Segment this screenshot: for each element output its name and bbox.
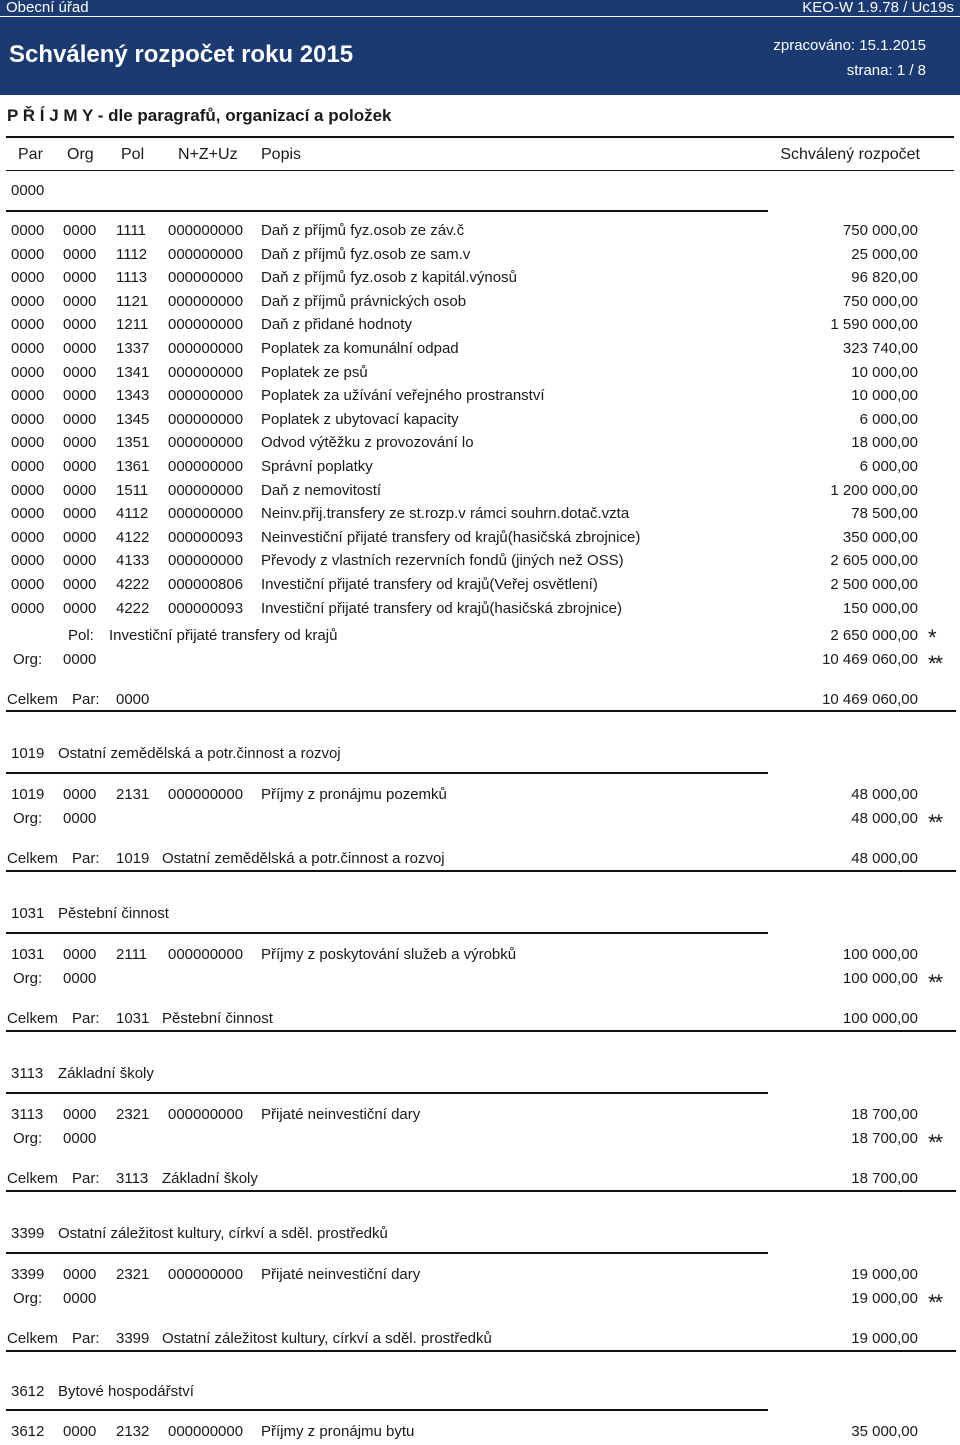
- cell-par: 1031: [11, 946, 45, 963]
- cell-org: 0000: [63, 1106, 97, 1123]
- cell-pol: 2321: [116, 1106, 150, 1123]
- col-par: Par: [18, 146, 43, 163]
- cell-nzuz: 000000000: [168, 410, 244, 428]
- table-row: [0, 551, 960, 571]
- total-code: 3113: [116, 1170, 149, 1187]
- cell-pol: 4222: [116, 576, 150, 593]
- par-total: [0, 1009, 960, 1029]
- cell-desc: Správní poplatky: [261, 458, 373, 475]
- cell-par: 0000: [11, 434, 45, 452]
- cell-par: 0000: [11, 222, 45, 239]
- section-underline: [6, 932, 768, 934]
- col-popis: Popis: [261, 146, 302, 163]
- org-mark: **: [928, 970, 942, 995]
- cell-par: 3113: [11, 1106, 44, 1123]
- total-amount: 48 000,00: [851, 850, 918, 867]
- cell-par: 0000: [11, 576, 45, 593]
- cell-amount: 6 000,00: [859, 458, 918, 475]
- cell-pol: 2132: [116, 1423, 150, 1440]
- office-name: Obecní úřad: [6, 0, 89, 16]
- cell-amount: 19 000,00: [851, 1266, 918, 1283]
- cell-par: 0000: [11, 316, 45, 334]
- org-code: 0000: [63, 651, 97, 668]
- cell-pol: 2321: [116, 1266, 150, 1283]
- cell-desc: Daň z příjmů fyz.osob ze záv.č: [261, 222, 465, 239]
- section-code: 3612: [11, 1383, 45, 1400]
- par-total: [0, 690, 960, 710]
- org-mark: **: [928, 651, 942, 676]
- table-row: [0, 1422, 960, 1442]
- cell-nzuz: 000000093: [168, 528, 244, 546]
- section-code: 0000: [11, 182, 45, 199]
- cell-org: 0000: [63, 387, 97, 405]
- cell-desc: Převody z vlastních rezervních fondů (jiných než OSS): [261, 552, 624, 570]
- org-label: Org:: [13, 1130, 43, 1147]
- section-underline: [6, 1409, 768, 1411]
- cell-amount: 6 000,00: [859, 410, 918, 428]
- cell-desc: Příjmy z pronájmu bytu: [261, 1423, 415, 1440]
- table-row: [0, 410, 960, 430]
- section-code: 1031: [11, 905, 45, 922]
- cell-nzuz: 000000000: [168, 340, 244, 357]
- cell-desc: Přijaté neinvestiční dary: [261, 1106, 421, 1123]
- total-amount: 19 000,00: [851, 1330, 918, 1347]
- org-summary: [0, 809, 960, 835]
- cell-nzuz: 000000000: [168, 481, 244, 499]
- cell-par: 0000: [11, 481, 45, 499]
- cell-nzuz: 000000806: [168, 576, 244, 593]
- cell-pol: 1111: [116, 222, 147, 239]
- table-row: [0, 292, 960, 312]
- cell-par: 0000: [11, 505, 45, 523]
- cell-par: 0000: [11, 292, 45, 310]
- page-info: [847, 62, 926, 79]
- total-label: Celkem: [7, 1010, 58, 1027]
- divider: [6, 170, 954, 171]
- pol-label: Pol:: [68, 627, 94, 644]
- cell-amount: 350 000,00: [842, 528, 918, 546]
- section-underline: [6, 1092, 768, 1094]
- cell-amount: 18 000,00: [851, 434, 918, 452]
- report-subtitle: P Ř Í J M Y - dle paragrafů, organizací a položek: [7, 106, 392, 125]
- cell-desc: Poplatek ze psů: [261, 363, 368, 381]
- cell-org: 0000: [63, 576, 97, 593]
- total-code: 3399: [116, 1330, 150, 1347]
- cell-desc: Příjmy z poskytování služeb a výrobků: [261, 946, 517, 963]
- col-approved: Schválený rozpočet: [780, 146, 920, 163]
- table-row: [0, 433, 960, 453]
- total-label: Celkem: [7, 691, 58, 708]
- cell-nzuz: 000000000: [168, 363, 244, 381]
- cell-par: 0000: [11, 528, 45, 546]
- cell-nzuz: 000000000: [168, 292, 244, 310]
- table-row: [0, 1265, 960, 1285]
- cell-org: 0000: [63, 340, 97, 357]
- divider: [6, 1350, 956, 1352]
- cell-amount: 10 000,00: [851, 387, 918, 405]
- pol-mark: *: [928, 625, 937, 650]
- table-row: [0, 945, 960, 965]
- divider: [6, 710, 956, 712]
- cell-pol: 1361: [116, 458, 150, 475]
- section-name: Základní školy: [58, 1065, 154, 1082]
- cell-par: 0000: [11, 363, 45, 381]
- cell-desc: Příjmy z pronájmu pozemků: [261, 786, 447, 803]
- cell-pol: 1343: [116, 387, 150, 405]
- total-label: Celkem: [7, 850, 58, 867]
- processed-label: zpracováno:: [773, 37, 856, 54]
- col-org: Org: [67, 146, 94, 163]
- table-row: [0, 268, 960, 288]
- cell-amount: 18 700,00: [851, 1106, 918, 1123]
- cell-nzuz: 000000000: [168, 1266, 244, 1283]
- cell-org: 0000: [63, 269, 97, 287]
- cell-org: 0000: [63, 552, 97, 570]
- cell-par: 0000: [11, 387, 45, 405]
- org-amount: 10 469 060,00: [822, 651, 918, 668]
- cell-nzuz: 000000000: [168, 387, 244, 405]
- cell-amount: 2 500 000,00: [830, 576, 918, 593]
- page-title: Schválený rozpočet roku 2015: [9, 41, 354, 68]
- total-code: 1019: [116, 850, 150, 867]
- total-amount: 10 469 060,00: [822, 691, 918, 708]
- total-par: Par:: [72, 850, 100, 867]
- cell-amount: 2 605 000,00: [830, 552, 918, 570]
- org-summary: [0, 1129, 960, 1155]
- cell-pol: 2131: [116, 786, 150, 803]
- total-label: Celkem: [7, 1170, 58, 1187]
- cell-org: 0000: [63, 245, 97, 263]
- total-par: Par:: [72, 691, 100, 708]
- table-row: [0, 386, 960, 406]
- cell-pol: 4133: [116, 552, 150, 570]
- cell-desc: Daň z příjmů právnických osob: [261, 292, 467, 310]
- cell-desc: Daň z přidané hodnoty: [261, 316, 412, 334]
- cell-amount: 96 820,00: [851, 269, 918, 287]
- cell-desc: Daň z příjmů fyz.osob z kapitál.výnosů: [261, 269, 517, 287]
- title-band: [0, 17, 960, 95]
- total-par: Par:: [72, 1330, 100, 1347]
- cell-nzuz: 000000000: [168, 786, 244, 803]
- section-code: 3113: [11, 1065, 44, 1082]
- org-mark: **: [928, 1290, 942, 1315]
- page-value: 1 / 8: [896, 62, 926, 79]
- cell-desc: Poplatek za komunální odpad: [261, 340, 459, 357]
- total-amount: 100 000,00: [842, 1010, 918, 1027]
- cell-nzuz: 000000000: [168, 552, 244, 570]
- total-name: Pěstební činnost: [162, 1010, 273, 1027]
- cell-par: 1019: [11, 786, 45, 803]
- cell-pol: 1511: [116, 481, 149, 499]
- cell-org: 0000: [63, 316, 97, 334]
- total-name: Ostatní zemědělská a potr.činnost a rozvoj: [162, 850, 445, 867]
- cell-pol: 1121: [116, 292, 149, 310]
- page-label: strana:: [846, 62, 893, 79]
- cell-pol: 1345: [116, 410, 150, 428]
- cell-nzuz: 000000000: [168, 1106, 244, 1123]
- processed-date: 15.1.2015: [859, 37, 926, 54]
- cell-org: 0000: [63, 786, 97, 803]
- cell-par: 0000: [11, 340, 45, 357]
- cell-desc: Neinvestiční přijaté transfery od krajů(hasičská zbrojnice): [261, 528, 641, 546]
- cell-pol: 4112: [116, 505, 149, 523]
- org-summary: [0, 1289, 960, 1315]
- table-row: [0, 339, 960, 359]
- cell-amount: 25 000,00: [851, 245, 918, 263]
- cell-amount: 323 740,00: [842, 340, 918, 357]
- org-label: Org:: [13, 1290, 43, 1307]
- cell-nzuz: 000000000: [168, 946, 244, 963]
- total-label: Celkem: [7, 1330, 58, 1347]
- cell-desc: Odvod výtěžku z provozování lo: [261, 434, 474, 452]
- org-mark: **: [928, 810, 942, 835]
- cell-pol: 1211: [116, 316, 149, 334]
- cell-nzuz: 000000000: [168, 269, 244, 287]
- section-name: Pěstební činnost: [58, 905, 169, 922]
- total-code: 0000: [116, 691, 150, 708]
- cell-org: 0000: [63, 410, 97, 428]
- cell-org: 0000: [63, 363, 97, 381]
- divider: [6, 136, 954, 138]
- pol-summary: [0, 625, 960, 650]
- cell-nzuz: 000000000: [168, 245, 244, 263]
- cell-amount: 35 000,00: [851, 1423, 918, 1440]
- cell-amount: 10 000,00: [851, 363, 918, 381]
- cell-org: 0000: [63, 505, 97, 523]
- org-mark: **: [928, 1130, 942, 1155]
- section-name: Ostatní zemědělská a potr.činnost a rozvoj: [58, 745, 341, 762]
- total-par: Par:: [72, 1010, 100, 1027]
- total-amount: 18 700,00: [851, 1170, 918, 1187]
- pol-amount: 2 650 000,00: [830, 627, 918, 644]
- processed-info: [773, 37, 926, 54]
- cell-org: 0000: [63, 599, 97, 617]
- cell-amount: 750 000,00: [842, 222, 918, 239]
- org-code: 0000: [63, 1290, 97, 1307]
- org-amount: 48 000,00: [851, 810, 918, 827]
- total-code: 1031: [116, 1010, 150, 1027]
- table-row: [0, 575, 960, 595]
- cell-pol: 1337: [116, 340, 150, 357]
- cell-amount: 150 000,00: [842, 599, 918, 617]
- cell-par: 0000: [11, 599, 45, 617]
- cell-org: 0000: [63, 458, 97, 475]
- cell-par: 0000: [11, 458, 45, 475]
- cell-par: 0000: [11, 269, 45, 287]
- cell-nzuz: 000000000: [168, 1423, 244, 1440]
- cell-pol: 4222: [116, 599, 150, 617]
- cell-amount: 48 000,00: [851, 786, 918, 803]
- cell-pol: 1113: [116, 269, 148, 287]
- cell-amount: 100 000,00: [842, 946, 918, 963]
- cell-par: 0000: [11, 552, 45, 570]
- cell-nzuz: 000000000: [168, 316, 244, 334]
- cell-org: 0000: [63, 1423, 97, 1440]
- cell-org: 0000: [63, 528, 97, 546]
- cell-desc: Přijaté neinvestiční dary: [261, 1266, 421, 1283]
- cell-pol: 4122: [116, 528, 150, 546]
- table-row: [0, 221, 960, 241]
- table-row: [0, 599, 960, 619]
- cell-desc: Poplatek za užívání veřejného prostranství: [261, 387, 545, 405]
- total-par: Par:: [72, 1170, 100, 1187]
- cell-nzuz: 000000000: [168, 505, 244, 523]
- table-row: [0, 1105, 960, 1125]
- table-row: [0, 528, 960, 548]
- table-row: [0, 245, 960, 265]
- pol-text: Investiční přijaté transfery od krajů: [109, 627, 338, 644]
- cell-nzuz: 000000000: [168, 222, 244, 239]
- cell-pol: 1341: [116, 363, 150, 381]
- cell-par: 0000: [11, 245, 45, 263]
- org-code: 0000: [63, 970, 97, 987]
- total-name: Ostatní záležitost kultury, církví a sděl. prostředků: [162, 1330, 492, 1347]
- org-amount: 19 000,00: [851, 1290, 918, 1307]
- table-row: [0, 457, 960, 477]
- cell-desc: Investiční přijaté transfery od krajů(Veřej osvětlení): [261, 576, 598, 593]
- cell-par: 3399: [11, 1266, 45, 1283]
- divider: [6, 1030, 956, 1032]
- org-amount: 100 000,00: [842, 970, 918, 987]
- cell-desc: Daň z nemovitostí: [261, 481, 382, 499]
- cell-org: 0000: [63, 481, 97, 499]
- cell-nzuz: 000000000: [168, 458, 244, 475]
- cell-amount: 78 500,00: [851, 505, 918, 523]
- cell-desc: Neinv.přij.transfery ze st.rozp.v rámci souhrn.dotač.vzta: [261, 505, 630, 523]
- cell-org: 0000: [63, 222, 97, 239]
- section-name: Ostatní záležitost kultury, církví a sděl. prostředků: [58, 1225, 388, 1242]
- org-summary: [0, 650, 960, 676]
- org-summary: [0, 969, 960, 995]
- section-code: 1019: [11, 745, 45, 762]
- col-pol: Pol: [121, 146, 145, 163]
- cell-par: 0000: [11, 410, 45, 428]
- cell-desc: Investiční přijaté transfery od krajů(hasičská zbrojnice): [261, 599, 622, 617]
- org-label: Org:: [13, 810, 43, 827]
- table-row: [0, 363, 960, 383]
- software-version: KEO-W 1.9.78 / Uc19s: [802, 0, 954, 16]
- top-bar: [0, 0, 960, 16]
- table-row: [0, 504, 960, 524]
- cell-org: 0000: [63, 946, 97, 963]
- cell-pol: 2111: [116, 946, 148, 963]
- table-row: [0, 481, 960, 501]
- cell-org: 0000: [63, 434, 97, 452]
- cell-org: 0000: [63, 292, 97, 310]
- org-label: Org:: [13, 651, 43, 668]
- cell-org: 0000: [63, 1266, 97, 1283]
- section-underline: [6, 210, 768, 212]
- divider: [6, 1190, 956, 1192]
- col-nzuz: N+Z+Uz: [178, 146, 238, 163]
- divider: [6, 870, 956, 872]
- par-total: [0, 1329, 960, 1349]
- org-amount: 18 700,00: [851, 1130, 918, 1147]
- par-total: [0, 1169, 960, 1189]
- cell-amount: 750 000,00: [842, 292, 918, 310]
- org-code: 0000: [63, 810, 97, 827]
- section-code: 3399: [11, 1225, 45, 1242]
- cell-nzuz: 000000000: [168, 434, 244, 452]
- cell-amount: 1 590 000,00: [830, 316, 918, 334]
- table-row: [0, 315, 960, 335]
- section-underline: [6, 1252, 768, 1254]
- par-total: [0, 849, 960, 869]
- org-code: 0000: [63, 1130, 97, 1147]
- section-underline: [6, 772, 768, 774]
- section-name: Bytové hospodářství: [58, 1383, 194, 1400]
- cell-pol: 1351: [116, 434, 150, 452]
- cell-nzuz: 000000093: [168, 599, 244, 617]
- cell-desc: Poplatek z ubytovací kapacity: [261, 410, 459, 428]
- cell-pol: 1112: [116, 245, 148, 263]
- total-name: Základní školy: [162, 1170, 258, 1187]
- org-label: Org:: [13, 970, 43, 987]
- table-row: [0, 785, 960, 805]
- cell-amount: 1 200 000,00: [830, 481, 918, 499]
- cell-par: 3612: [11, 1423, 45, 1440]
- cell-desc: Daň z příjmů fyz.osob ze sam.v: [261, 245, 471, 263]
